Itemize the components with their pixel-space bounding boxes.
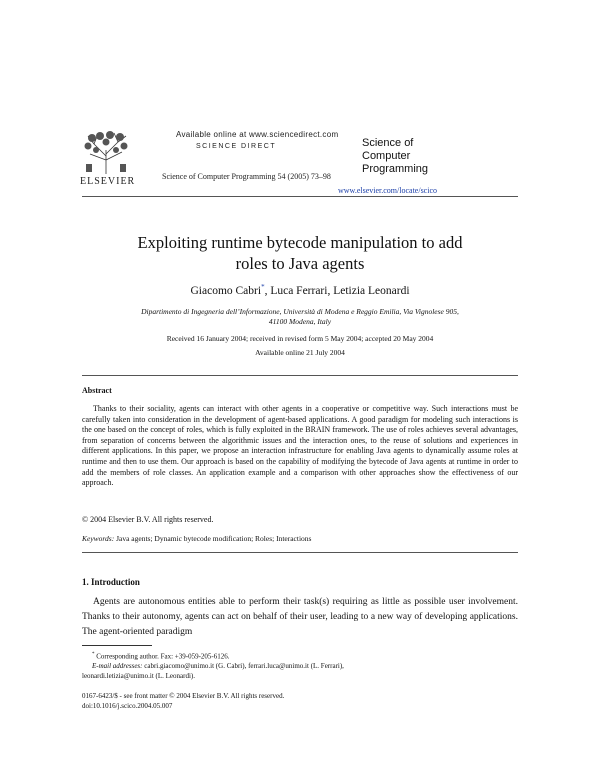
copyright-notice: © 2004 Elsevier B.V. All rights reserved. [82, 515, 214, 524]
footnote-line-2 [82, 661, 518, 671]
abstract-heading: Abstract [82, 386, 112, 395]
introduction-body: Agents are autonomous entities able to perform their task(s) requiring as little as possible user involvement. Thanks to their autonomy, agents can act on behalf of their user, leading to a new way of developing applications. The agent-oriented paradigm [82, 597, 518, 637]
keywords [82, 534, 311, 543]
paper-title-line1: Exploiting runtime bytecode manipulation to add [137, 233, 463, 252]
author-name: Giacomo Cabri [190, 284, 262, 297]
footnote-emails-line2[interactable]: leonardi.letizia@unimo.it (L. Leonardi). [82, 672, 195, 681]
affiliation-line2: 41100 Modena, Italy [268, 317, 332, 326]
publisher-name: ELSEVIER [80, 176, 136, 187]
header-divider [82, 196, 518, 197]
journal-reference: Science of Computer Programming 54 (2005) 73–98 [162, 172, 331, 181]
keywords-divider [82, 552, 518, 553]
keywords-list: Java agents; Dynamic bytecode modification; Roles; Interactions [116, 534, 312, 543]
available-online-text: Available online at www.sciencedirect.com [176, 130, 339, 139]
sciencedirect-logo-text: SCIENCE DIRECT [196, 143, 277, 150]
available-online-date: Available online 21 July 2004 [255, 348, 345, 357]
paper-title-line2: roles to Java agents [235, 254, 365, 273]
footnote [82, 650, 518, 681]
journal-title-line3: Programming [362, 163, 429, 175]
affiliation-line1: Dipartimento di Ingegneria dell’Informazione, Università di Modena e Reggio Emilia, Via Vignolese 905, [141, 307, 459, 316]
keywords-label: Keywords: [82, 534, 115, 543]
affiliation [90, 307, 510, 327]
footnote-email-label: E-mail addresses: [92, 662, 143, 671]
journal-url-link[interactable]: www.elsevier.com/locate/scico [338, 186, 437, 195]
footnote-line-1 [82, 650, 518, 661]
footnote-divider [82, 645, 152, 646]
journal-title-line1: Science of [362, 137, 414, 149]
journal-title-line2: Computer [362, 150, 411, 162]
paper-title [82, 232, 518, 274]
doi-line[interactable]: doi:10.1016/j.scico.2004.05.007 [82, 702, 173, 710]
issn-line: 0167-6423/$ - see front matter © 2004 Elsevier B.V. All rights reserved. [82, 692, 285, 700]
author-list [82, 283, 518, 297]
abstract-body: Thanks to their sociality, agents can interact with other agents in a cooperative or competitive way. Such interactions must be carefully taken into consideration in the development of agent-based applications. A good paradigm for modeling such interactions is the one based on the concept of roles, which is fully exploited in the BRAIN framework. The use of roles achieves several advantages, from separation of concerns between the algorithmic issues and the interaction ones, to the reuse of solutions and experiences in different applications. In this paper, we propose an interaction infrastructure for enabling Java agents to dynamically assume roles at runtime and then to use them. Our approach is based on the capability of modifying the bytecode of Java agents at runtime in order to add the members of role classes. An application example and a comparison with other approaches show the effectiveness of our approach. [82, 404, 518, 488]
journal-title [362, 137, 462, 176]
author-names-rest: , Luca Ferrari, Letizia Leonardi [264, 284, 410, 297]
bottom-info [82, 691, 284, 711]
abstract-divider [82, 375, 518, 376]
footnote-mark: * [92, 652, 95, 657]
section-heading-introduction: 1. Introduction [82, 577, 140, 587]
footnote-emails[interactable]: cabri.giacomo@unimo.it (G. Cabri), ferrari.luca@unimo.it (L. Ferrari), [144, 662, 344, 671]
article-dates: Received 16 January 2004; received in revised form 5 May 2004; accepted 20 May 2004 [166, 334, 434, 343]
sciencedirect-logo [196, 143, 276, 150]
elsevier-tree-logo-icon [82, 130, 130, 174]
corresponding-author-link[interactable]: * [261, 283, 265, 291]
footnote-corresponding-author: Corresponding author. Fax: +39-059-205-6126. [96, 652, 230, 661]
